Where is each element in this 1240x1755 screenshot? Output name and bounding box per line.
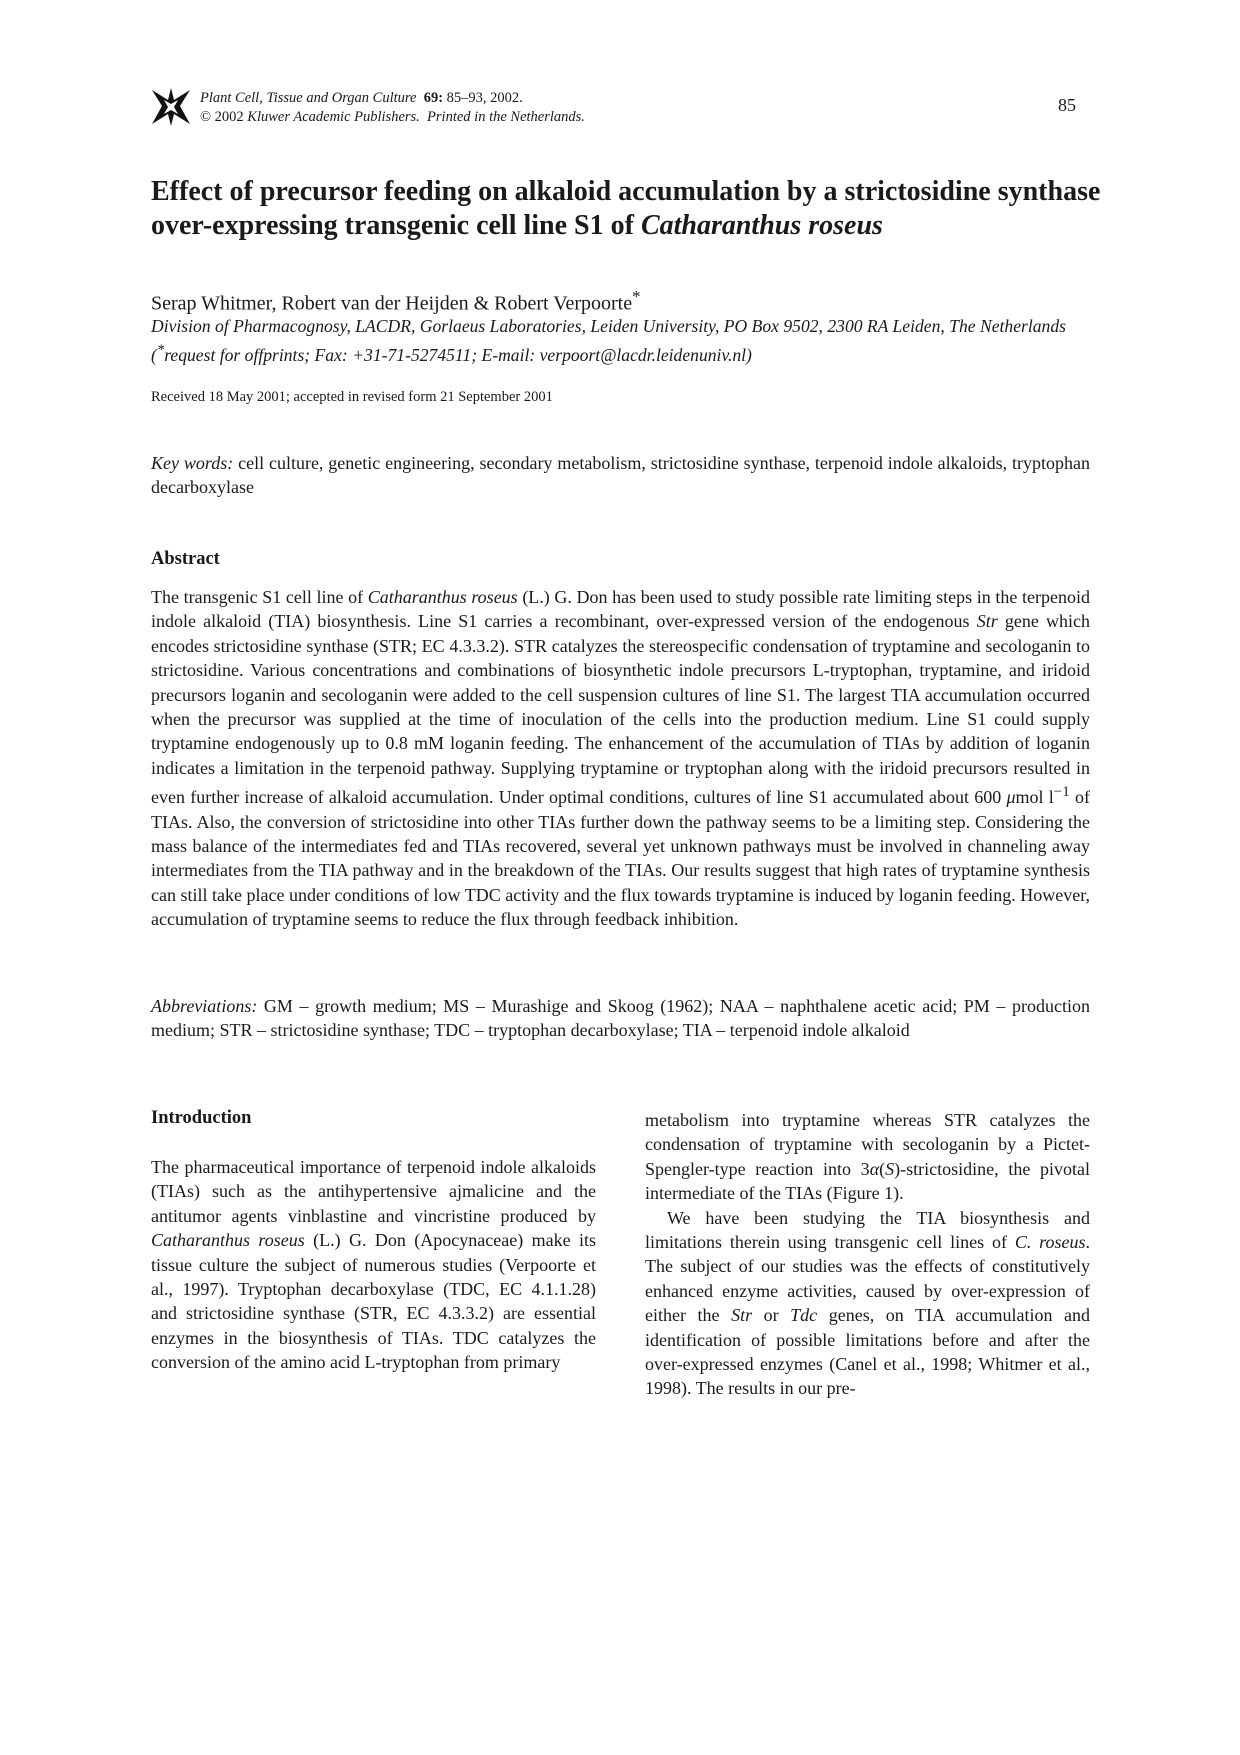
intro-species: C. roseus bbox=[1014, 1232, 1086, 1253]
intro-text: genes, on TIA accumulation and identification of possible limitations before and after the over-expressed enzymes (Canel et al., 1998; Whitmer et al., 1998). The results in our pre- bbox=[645, 1305, 1091, 1399]
intro-text: The pharmaceutical importance of terpenoid indole alkaloids (TIAs) such as the antihypertensive ajmalicine and the antitumor agents vinblastine and vincristine produced by bbox=[151, 1157, 596, 1226]
keywords-text: cell culture, genetic engineering, secondary metabolism, strictosidine synthase, terpenoid indole alkaloids, tryptophan decarboxylase bbox=[151, 453, 1091, 497]
introduction-heading: Introduction bbox=[151, 1108, 252, 1128]
author-footnote-mark: * bbox=[632, 287, 641, 306]
abbreviations-text: GM – growth medium; MS – Murashige and Skoog (1962); NAA – naphthalene acetic acid; PM – production medium; STR – strictosidine synthase; TDC – tryptophan decarboxylase; TIA – terpenoid indole alkaloid bbox=[151, 996, 1090, 1041]
affiliation-text: Division of Pharmacognosy, LACDR, Gorlaeus Laboratories, Leiden University, PO Box 9502, 2300 RA Leiden, The Netherlands ( bbox=[151, 316, 1066, 365]
author-names: Serap Whitmer, Robert van der Heijden & Robert Verpoorte bbox=[151, 292, 633, 315]
affiliation bbox=[151, 314, 1101, 367]
printed-note: Printed in the Netherlands. bbox=[427, 109, 585, 125]
abstract-l-prefix: L bbox=[812, 660, 824, 681]
journal-citation bbox=[200, 89, 585, 127]
intro-paragraph bbox=[151, 1155, 596, 1375]
abstract-text: of TIAs. Also, the conversion of strictosidine into other TIAs further down the pathway seems to be a limiting step. Considering the mass balance of the intermediates fed and TIAs recovered, several yet unknown pathways must be involved in channeling away intermediates from the TIA pathway and in the breakdown of the TIAs. Our results suggest that high rates of tryptamine synthesis can still take place under conditions of low TDC activity and the flux towards tryptamine is induced by loganin feeding. However, accumulation of tryptamine seems to reduce the flux through feedback inhibition. bbox=[151, 787, 1090, 930]
abstract-text: The transgenic S1 cell line of bbox=[151, 587, 368, 607]
intro-gene-str: Str bbox=[731, 1305, 753, 1326]
abstract-gene: Str bbox=[976, 611, 998, 632]
abstract-body bbox=[151, 585, 1090, 932]
abstract-species: Catharanthus roseus bbox=[367, 587, 518, 607]
page-number: 85 bbox=[1058, 95, 1076, 115]
abstract-exponent: −1 bbox=[1053, 784, 1070, 801]
authors bbox=[151, 287, 640, 316]
keywords-label: Key words: bbox=[151, 453, 234, 473]
publisher-logo-icon bbox=[150, 86, 192, 128]
abbreviations bbox=[151, 994, 1090, 1043]
abstract-text: -tryptophan, tryptamine, and iridoid precursors loganin and secologanin were added to the cell suspension cultures of line S1. The largest TIA accumulation occurred when the precursor was supplied at the time of inoculation of the cells into the production medium. Line S1 could supply tryptamine endogenously up to 0.8 mM loganin feeding. The enhancement of the accumulation of TIAs by addition of loganin indicates a limitation in the terpenoid pathway. Supplying tryptamine or tryptophan along with the iridoid precursors resulted in even further increase of alkaloid accumulation. Under optimal conditions, cultures of line S1 accumulated about 600 bbox=[151, 660, 1090, 808]
received-date: Received 18 May 2001; accepted in revised form 21 September 2001 bbox=[151, 389, 553, 405]
intro-species: Catharanthus roseus bbox=[151, 1230, 305, 1251]
intro-text: (L.) G. Don (Apocynaceae) make its tissue culture the subject of numerous studies (Verpoorte et al., 1997). Tryptophan decarboxylase (TDC, EC 4.1.1.28) and strictosidine synthase (STR, EC 4.3.3.2) are essential enzymes in the biosynthesis of TIAs. TDC catalyzes the conversion of the amino acid bbox=[151, 1230, 596, 1373]
keywords bbox=[151, 451, 1090, 499]
abstract-text: gene which encodes strictosidine synthase (STR; EC 4.3.3.2). STR catalyzes the stereospecific condensation of tryptamine and secologanin to strictosidine. Various concentrations and combinations of biosynthetic indole precursors bbox=[151, 611, 1090, 681]
journal-name: Plant Cell, Tissue and Organ Culture bbox=[200, 90, 417, 106]
intro-alpha: α bbox=[869, 1158, 880, 1179]
abstract-text: (L.) G. Don has been used to study possible rate limiting steps in the terpenoid indole alkaloid (TIA) biosynthesis. Line S1 carries a recombinant, over-expressed version of the endogenous bbox=[151, 587, 1090, 632]
intro-text: )-strictosidine, the pivotal intermediate of the TIAs (Figure 1). bbox=[645, 1158, 1090, 1204]
title-species: Catharanthus roseus bbox=[640, 210, 883, 241]
title-text: Effect of precursor feeding on alkaloid accumulation by a strictosidine synthase over-expressing transgenic cell line S1 of bbox=[151, 176, 1101, 241]
abbreviations-label: Abbreviations: bbox=[151, 996, 258, 1016]
paper-title bbox=[151, 175, 1101, 243]
copyright: © 2002 bbox=[200, 109, 244, 125]
journal-volume: 69: bbox=[423, 90, 444, 106]
intro-text: or bbox=[752, 1305, 791, 1326]
intro-text: ( bbox=[879, 1158, 886, 1179]
introduction-right-column bbox=[645, 1108, 1090, 1401]
affiliation-contact: request for offprints; Fax: +31-71-5274511; E-mail: verpoort@lacdr.leidenuniv.nl) bbox=[164, 344, 752, 365]
intro-text: metabolism into tryptamine whereas STR catalyzes the condensation of tryptamine with secologanin by a Pictet-Spengler-type reaction into 3 bbox=[645, 1110, 1090, 1179]
intro-stereo-s: S bbox=[885, 1158, 895, 1179]
abstract-mu: μ bbox=[1006, 787, 1016, 808]
intro-text: We have been studying the TIA biosynthesis and limitations therein using transgenic cell lines of bbox=[645, 1207, 1090, 1253]
intro-text: . The subject of our studies was the effects of constitutively enhanced enzyme activities, caused by over-expression of either the bbox=[645, 1232, 1091, 1326]
intro-text: -tryptophan from primary bbox=[375, 1352, 561, 1373]
introduction-left-column bbox=[151, 1155, 596, 1375]
intro-paragraph bbox=[645, 1108, 1090, 1206]
journal-pages: 85–93, 2002. bbox=[446, 90, 523, 106]
intro-gene-tdc: Tdc bbox=[790, 1305, 818, 1326]
intro-paragraph bbox=[645, 1206, 1090, 1401]
abstract-unit: mol l bbox=[1015, 787, 1054, 808]
intro-l-prefix: L bbox=[364, 1352, 376, 1373]
abstract-heading: Abstract bbox=[151, 549, 220, 569]
publisher: Kluwer Academic Publishers. bbox=[247, 109, 420, 125]
affiliation-mark: * bbox=[156, 342, 165, 358]
